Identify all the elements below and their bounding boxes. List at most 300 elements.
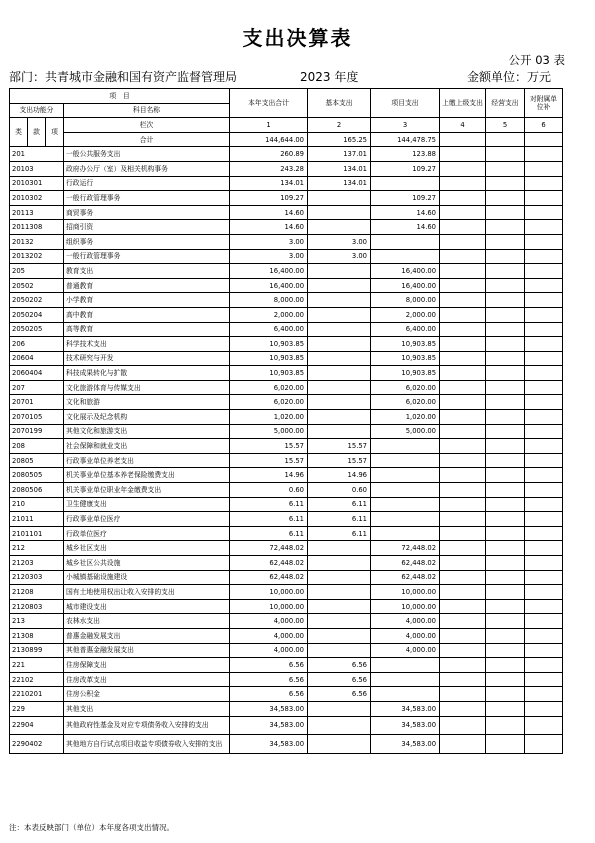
row-basic — [308, 585, 371, 600]
row-basic — [308, 205, 371, 220]
row-total: 4,000.00 — [230, 643, 308, 658]
row-subsidy — [525, 205, 563, 220]
row-business — [486, 264, 525, 279]
row-basic: 15.57 — [308, 439, 371, 454]
row-subsidy — [525, 628, 563, 643]
row-total: 72,448.02 — [230, 541, 308, 556]
row-subject-name: 文化旅游体育与传媒支出 — [64, 380, 230, 395]
row-basic: 137.01 — [308, 147, 371, 162]
row-subsidy — [525, 526, 563, 541]
row-code: 2070105 — [10, 410, 64, 425]
col-number-3: 3 — [371, 118, 440, 133]
row-business — [486, 570, 525, 585]
row-total: 109.27 — [230, 191, 308, 206]
row-project: 2,000.00 — [371, 307, 440, 322]
row-project — [371, 497, 440, 512]
row-code: 2120303 — [10, 570, 64, 585]
row-total: 6,020.00 — [230, 395, 308, 410]
row-subject-name: 城乡社区公共设施 — [64, 556, 230, 571]
row-code: 221 — [10, 658, 64, 673]
row-total: 15.57 — [230, 439, 308, 454]
row-subsidy — [525, 599, 563, 614]
row-project: 123.88 — [371, 147, 440, 162]
table-row — [10, 191, 563, 206]
row-upper — [440, 716, 486, 735]
row-upper — [440, 556, 486, 571]
row-project: 10,903.85 — [371, 337, 440, 352]
row-business — [486, 307, 525, 322]
row-subject-name: 文化和旅游 — [64, 395, 230, 410]
row-upper — [440, 351, 486, 366]
row-project: 10,000.00 — [371, 599, 440, 614]
row-project: 5,000.00 — [371, 424, 440, 439]
row-project — [371, 468, 440, 483]
row-subsidy — [525, 512, 563, 527]
row-subject-name: 高中教育 — [64, 307, 230, 322]
row-subsidy — [525, 395, 563, 410]
row-project — [371, 526, 440, 541]
row-subject-name: 其他支出 — [64, 701, 230, 716]
row-subject-name: 城市建设支出 — [64, 599, 230, 614]
row-subsidy — [525, 570, 563, 585]
row-basic — [308, 380, 371, 395]
row-project: 4,000.00 — [371, 643, 440, 658]
row-upper — [440, 307, 486, 322]
row-subject-name: 高等教育 — [64, 322, 230, 337]
row-business — [486, 410, 525, 425]
department-label: 部门：共青城市金融和国有资产监督管理局 — [9, 70, 238, 84]
row-upper — [440, 264, 486, 279]
row-total: 3.00 — [230, 249, 308, 264]
table-row — [10, 468, 563, 483]
row-business — [486, 147, 525, 162]
row-upper — [440, 395, 486, 410]
row-total: 2,000.00 — [230, 307, 308, 322]
header-kuan: 款 — [28, 118, 46, 147]
row-code: 2290402 — [10, 735, 64, 754]
row-basic: 6.11 — [308, 497, 371, 512]
table-row — [10, 526, 563, 541]
row-basic: 14.96 — [308, 468, 371, 483]
row-project: 62,448.02 — [371, 556, 440, 571]
row-business — [486, 322, 525, 337]
header-row-1 — [10, 89, 563, 104]
table-row — [10, 161, 563, 176]
row-basic — [308, 351, 371, 366]
row-project — [371, 249, 440, 264]
row-upper — [440, 497, 486, 512]
row-total: 62,448.02 — [230, 556, 308, 571]
row-basic — [308, 701, 371, 716]
table-row — [10, 337, 563, 352]
row-subsidy — [525, 541, 563, 556]
header-lei: 类 — [10, 118, 28, 147]
row-subject-name: 机关事业单位基本养老保险缴费支出 — [64, 468, 230, 483]
table-row — [10, 628, 563, 643]
row-total: 14.60 — [230, 205, 308, 220]
row-basic — [308, 322, 371, 337]
row-subsidy — [525, 249, 563, 264]
row-code: 21203 — [10, 556, 64, 571]
row-project: 10,903.85 — [371, 351, 440, 366]
row-basic: 6.11 — [308, 526, 371, 541]
col-number-5: 5 — [486, 118, 525, 133]
row-upper — [440, 512, 486, 527]
row-basic — [308, 424, 371, 439]
row-code: 2101101 — [10, 526, 64, 541]
table-row — [10, 643, 563, 658]
row-code: 212 — [10, 541, 64, 556]
row-total: 6.56 — [230, 672, 308, 687]
row-subject-name: 其他文化和旅游支出 — [64, 424, 230, 439]
row-business — [486, 716, 525, 735]
row-project — [371, 439, 440, 454]
row-basic: 6.11 — [308, 512, 371, 527]
row-upper — [440, 701, 486, 716]
row-subject-name: 一般公共服务支出 — [64, 147, 230, 162]
row-total: 1,020.00 — [230, 410, 308, 425]
row-project: 14.60 — [371, 205, 440, 220]
row-subsidy — [525, 322, 563, 337]
row-business — [486, 176, 525, 191]
row-total: 260.89 — [230, 147, 308, 162]
row-subsidy — [525, 658, 563, 673]
row-subject-name: 农林水支出 — [64, 614, 230, 629]
row-code: 20604 — [10, 351, 64, 366]
header-total: 合计 — [64, 132, 230, 147]
row-subsidy — [525, 161, 563, 176]
row-code: 22904 — [10, 716, 64, 735]
row-subject-name: 科学技术支出 — [64, 337, 230, 352]
row-project: 6,020.00 — [371, 380, 440, 395]
row-code: 2120803 — [10, 599, 64, 614]
row-subject-name: 其他普惠金融发展支出 — [64, 643, 230, 658]
row-basic — [308, 307, 371, 322]
row-subsidy — [525, 234, 563, 249]
row-basic — [308, 191, 371, 206]
row-upper — [440, 234, 486, 249]
row-upper — [440, 191, 486, 206]
row-upper — [440, 483, 486, 498]
row-subsidy — [525, 147, 563, 162]
row-project: 6,020.00 — [371, 395, 440, 410]
expenditure-table — [9, 88, 563, 754]
row-subsidy — [525, 176, 563, 191]
total-row — [10, 132, 563, 147]
row-subsidy — [525, 424, 563, 439]
row-subject-name: 行政运行 — [64, 176, 230, 191]
row-business — [486, 380, 525, 395]
table-row — [10, 351, 563, 366]
row-total: 10,903.85 — [230, 351, 308, 366]
row-total: 14.60 — [230, 220, 308, 235]
row-project — [371, 453, 440, 468]
row-upper — [440, 293, 486, 308]
row-subject-name: 教育支出 — [64, 264, 230, 279]
row-total: 15.57 — [230, 453, 308, 468]
row-business — [486, 497, 525, 512]
row-project: 109.27 — [371, 191, 440, 206]
row-subject-name: 其他政府性基金及对应专项债务收入安排的支出 — [64, 716, 230, 735]
row-subject-name: 行政事业单位养老支出 — [64, 453, 230, 468]
row-subject-name: 小学教育 — [64, 293, 230, 308]
form-code: 公开 03 表 — [508, 53, 565, 67]
row-basic — [308, 264, 371, 279]
row-upper — [440, 658, 486, 673]
row-upper — [440, 453, 486, 468]
row-total: 34,583.00 — [230, 716, 308, 735]
row-subsidy — [525, 585, 563, 600]
row-basic — [308, 735, 371, 754]
row-total: 14.96 — [230, 468, 308, 483]
table-row — [10, 541, 563, 556]
row-total: 10,000.00 — [230, 599, 308, 614]
table-row — [10, 205, 563, 220]
table-row — [10, 307, 563, 322]
row-total: 10,903.85 — [230, 337, 308, 352]
row-subject-name: 社会保障和就业支出 — [64, 439, 230, 454]
row-upper — [440, 672, 486, 687]
row-subsidy — [525, 293, 563, 308]
table-row — [10, 735, 563, 754]
row-code: 22102 — [10, 672, 64, 687]
row-total: 8,000.00 — [230, 293, 308, 308]
row-total: 16,400.00 — [230, 278, 308, 293]
row-code: 2050204 — [10, 307, 64, 322]
row-business — [486, 526, 525, 541]
row-subsidy — [525, 278, 563, 293]
row-business — [486, 249, 525, 264]
row-upper — [440, 366, 486, 381]
row-subject-name: 小城镇基础设施建设 — [64, 570, 230, 585]
row-upper — [440, 410, 486, 425]
row-business — [486, 628, 525, 643]
row-upper — [440, 585, 486, 600]
row-basic: 0.60 — [308, 483, 371, 498]
row-basic — [308, 570, 371, 585]
row-upper — [440, 468, 486, 483]
row-total: 34,583.00 — [230, 701, 308, 716]
row-project — [371, 658, 440, 673]
row-subsidy — [525, 337, 563, 352]
row-upper — [440, 147, 486, 162]
row-subsidy — [525, 687, 563, 702]
row-project — [371, 176, 440, 191]
table-row — [10, 453, 563, 468]
row-subject-name: 技术研究与开发 — [64, 351, 230, 366]
header-xiang: 项 — [46, 118, 64, 147]
row-total: 6.11 — [230, 512, 308, 527]
row-code: 201 — [10, 147, 64, 162]
row-project: 14.60 — [371, 220, 440, 235]
row-subject-name: 机关事业单位职业年金缴费支出 — [64, 483, 230, 498]
row-upper — [440, 278, 486, 293]
table-row — [10, 687, 563, 702]
row-upper — [440, 161, 486, 176]
table-row — [10, 701, 563, 716]
row-project: 34,583.00 — [371, 716, 440, 735]
row-code: 213 — [10, 614, 64, 629]
row-code: 2010301 — [10, 176, 64, 191]
row-project: 4,000.00 — [371, 614, 440, 629]
table-row — [10, 599, 563, 614]
row-project: 34,583.00 — [371, 701, 440, 716]
header-lanci: 栏次 — [64, 118, 230, 133]
row-subsidy — [525, 380, 563, 395]
total-business — [486, 132, 525, 147]
row-business — [486, 424, 525, 439]
row-business — [486, 643, 525, 658]
row-basic — [308, 599, 371, 614]
row-code: 20502 — [10, 278, 64, 293]
row-business — [486, 556, 525, 571]
row-project — [371, 512, 440, 527]
row-business — [486, 672, 525, 687]
row-subject-name: 行政单位医疗 — [64, 526, 230, 541]
row-code: 20113 — [10, 205, 64, 220]
row-business — [486, 599, 525, 614]
row-project: 109.27 — [371, 161, 440, 176]
row-upper — [440, 439, 486, 454]
header-col-project: 项目支出 — [371, 89, 440, 118]
row-total: 10,000.00 — [230, 585, 308, 600]
row-subsidy — [525, 307, 563, 322]
row-business — [486, 161, 525, 176]
row-subsidy — [525, 556, 563, 571]
row-subject-name: 城乡社区支出 — [64, 541, 230, 556]
row-business — [486, 366, 525, 381]
row-business — [486, 439, 525, 454]
row-business — [486, 234, 525, 249]
row-total: 5,000.00 — [230, 424, 308, 439]
row-business — [486, 351, 525, 366]
meta-line — [9, 69, 551, 85]
header-col-upper: 上缴上级支出 — [440, 89, 486, 118]
table-row — [10, 176, 563, 191]
row-project: 62,448.02 — [371, 570, 440, 585]
row-subsidy — [525, 614, 563, 629]
row-code: 20805 — [10, 453, 64, 468]
total-upper — [440, 132, 486, 147]
row-basic: 134.01 — [308, 161, 371, 176]
row-project: 34,583.00 — [371, 735, 440, 754]
row-basic — [308, 614, 371, 629]
table-row — [10, 497, 563, 512]
row-code: 2010302 — [10, 191, 64, 206]
row-project: 16,400.00 — [371, 264, 440, 279]
row-subject-name: 一般行政管理事务 — [64, 191, 230, 206]
row-subsidy — [525, 497, 563, 512]
row-total: 0.60 — [230, 483, 308, 498]
table-row — [10, 716, 563, 735]
row-code: 20701 — [10, 395, 64, 410]
col-number-1: 1 — [230, 118, 308, 133]
row-basic: 6.56 — [308, 658, 371, 673]
row-subsidy — [525, 366, 563, 381]
row-business — [486, 468, 525, 483]
row-total: 6,020.00 — [230, 380, 308, 395]
row-business — [486, 614, 525, 629]
row-subject-name: 商贸事务 — [64, 205, 230, 220]
table-row — [10, 234, 563, 249]
table-row — [10, 366, 563, 381]
row-total: 10,903.85 — [230, 366, 308, 381]
row-business — [486, 453, 525, 468]
row-subsidy — [525, 439, 563, 454]
row-subject-name: 普通教育 — [64, 278, 230, 293]
row-subject-name: 行政事业单位医疗 — [64, 512, 230, 527]
row-code: 205 — [10, 264, 64, 279]
row-subsidy — [525, 735, 563, 754]
col-number-6: 6 — [525, 118, 563, 133]
table-row — [10, 556, 563, 571]
row-total: 34,583.00 — [230, 735, 308, 754]
row-basic — [308, 556, 371, 571]
row-basic — [308, 395, 371, 410]
row-total: 6.11 — [230, 526, 308, 541]
row-upper — [440, 220, 486, 235]
row-business — [486, 735, 525, 754]
row-project — [371, 234, 440, 249]
row-total: 4,000.00 — [230, 628, 308, 643]
row-code: 2011308 — [10, 220, 64, 235]
row-code: 210 — [10, 497, 64, 512]
row-project: 8,000.00 — [371, 293, 440, 308]
header-func-class: 支出功能分 — [10, 103, 64, 118]
row-basic — [308, 643, 371, 658]
row-basic: 6.56 — [308, 672, 371, 687]
row-upper — [440, 628, 486, 643]
footnote: 注：本表反映部门（单位）本年度各项支出情况。 — [9, 823, 174, 832]
row-basic: 3.00 — [308, 234, 371, 249]
row-subsidy — [525, 351, 563, 366]
table-row — [10, 410, 563, 425]
row-project: 6,400.00 — [371, 322, 440, 337]
row-basic: 3.00 — [308, 249, 371, 264]
total-subsidy — [525, 132, 563, 147]
row-subject-name: 卫生健康支出 — [64, 497, 230, 512]
table-row — [10, 424, 563, 439]
row-project — [371, 483, 440, 498]
row-basic — [308, 366, 371, 381]
row-upper — [440, 526, 486, 541]
row-total: 6,400.00 — [230, 322, 308, 337]
row-subsidy — [525, 220, 563, 235]
row-upper — [440, 570, 486, 585]
header-col-business: 经营支出 — [486, 89, 525, 118]
row-subject-name: 招商引资 — [64, 220, 230, 235]
year-label: 2023 年度 — [300, 70, 359, 84]
row-total: 6.56 — [230, 687, 308, 702]
row-upper — [440, 735, 486, 754]
row-project — [371, 672, 440, 687]
row-code: 2050205 — [10, 322, 64, 337]
header-col-subsidy: 对附属单位补 — [525, 89, 563, 118]
row-code: 206 — [10, 337, 64, 352]
row-business — [486, 205, 525, 220]
row-upper — [440, 249, 486, 264]
row-code: 229 — [10, 701, 64, 716]
row-upper — [440, 541, 486, 556]
row-project: 4,000.00 — [371, 628, 440, 643]
row-subsidy — [525, 468, 563, 483]
total-all: 144,644.00 — [230, 132, 308, 147]
total-project: 144,478.75 — [371, 132, 440, 147]
row-basic — [308, 541, 371, 556]
row-subsidy — [525, 483, 563, 498]
row-upper — [440, 424, 486, 439]
table-row — [10, 395, 563, 410]
